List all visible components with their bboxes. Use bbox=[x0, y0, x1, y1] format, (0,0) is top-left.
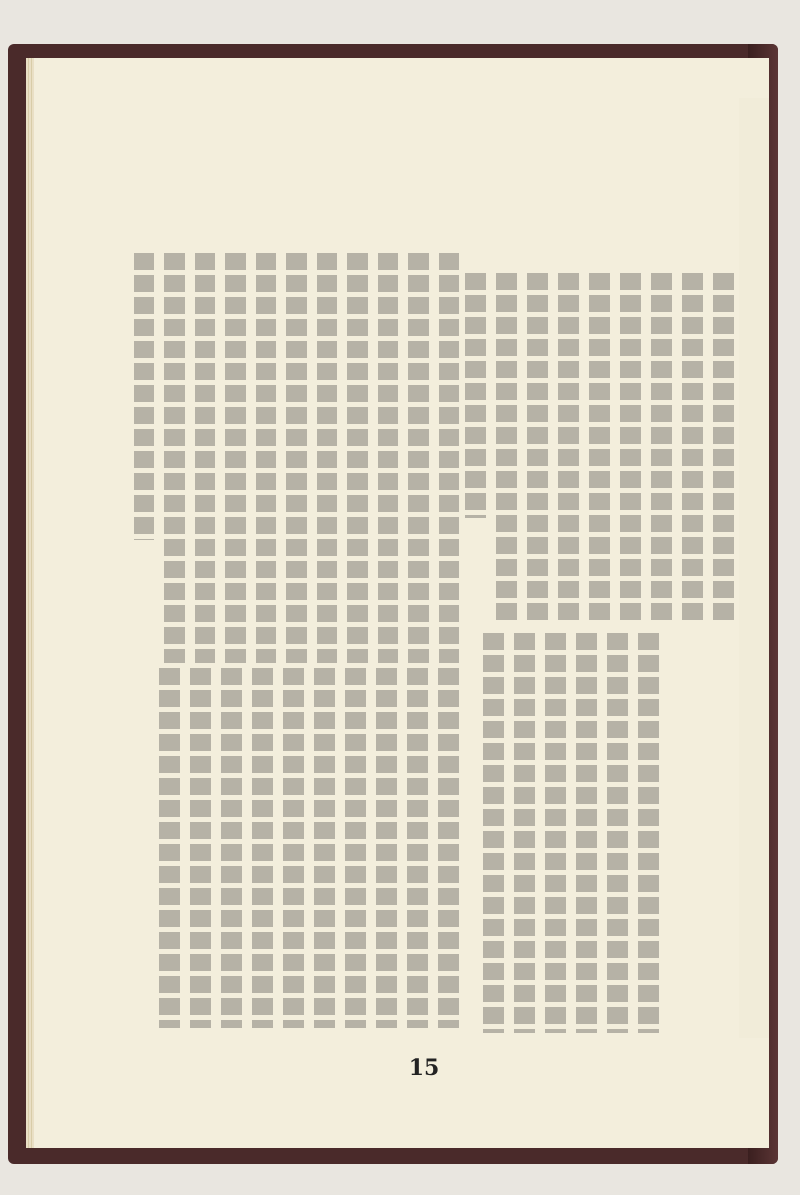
text-block-left-upper bbox=[134, 253, 459, 663]
text-column bbox=[638, 633, 659, 1033]
text-column bbox=[713, 273, 734, 623]
text-column bbox=[558, 273, 579, 623]
text-block-left-lower bbox=[134, 668, 459, 1028]
text-column bbox=[545, 633, 566, 1033]
text-column bbox=[347, 253, 367, 663]
text-column bbox=[190, 668, 211, 1028]
text-column bbox=[314, 668, 335, 1028]
text-column bbox=[465, 273, 486, 518]
text-column bbox=[620, 273, 641, 623]
text-column bbox=[651, 273, 672, 623]
text-column bbox=[345, 668, 366, 1028]
text-block-right-lower bbox=[464, 633, 659, 1033]
text-column bbox=[438, 668, 459, 1028]
text-column bbox=[408, 253, 428, 663]
text-column bbox=[376, 668, 397, 1028]
text-column bbox=[527, 273, 548, 623]
facing-page-edge bbox=[739, 98, 769, 1038]
text-column bbox=[164, 253, 184, 663]
text-column bbox=[682, 273, 703, 623]
text-column bbox=[496, 273, 517, 623]
text-column bbox=[407, 668, 428, 1028]
text-column bbox=[134, 253, 154, 540]
text-column bbox=[225, 253, 245, 663]
text-block-right-upper bbox=[464, 273, 734, 623]
text-column bbox=[252, 668, 273, 1028]
text-column bbox=[576, 633, 597, 1033]
text-column bbox=[159, 668, 180, 1028]
text-column bbox=[286, 253, 306, 663]
text-column bbox=[256, 253, 276, 663]
text-column bbox=[607, 633, 628, 1033]
book-page bbox=[34, 58, 769, 1148]
text-column bbox=[195, 253, 215, 663]
text-column bbox=[221, 668, 242, 1028]
text-column bbox=[317, 253, 337, 663]
page-number: 15 bbox=[408, 1055, 440, 1081]
text-column bbox=[483, 633, 504, 1033]
text-column bbox=[378, 253, 398, 663]
text-column bbox=[283, 668, 304, 1028]
text-column bbox=[589, 273, 610, 623]
text-column bbox=[439, 253, 459, 663]
text-column bbox=[514, 633, 535, 1033]
